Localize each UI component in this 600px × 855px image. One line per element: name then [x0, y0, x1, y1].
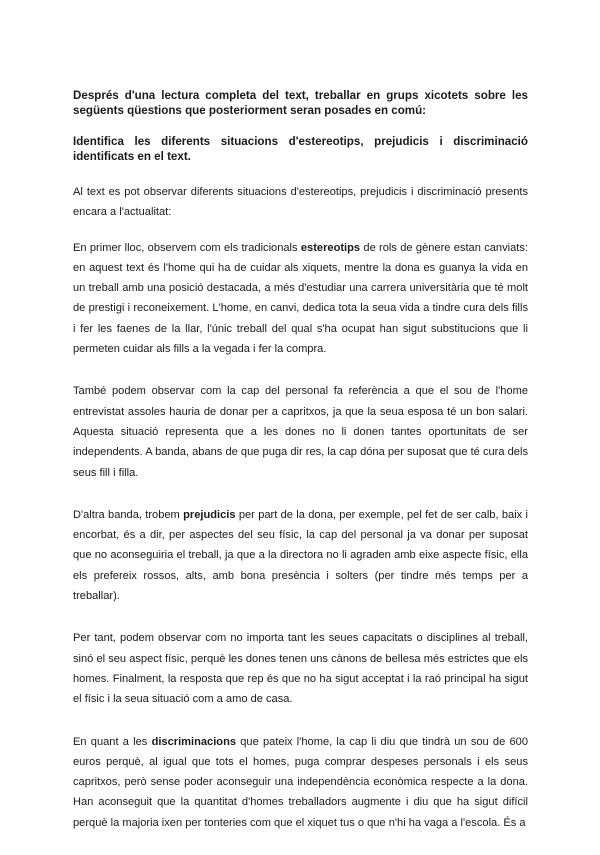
salary-paragraph: També podem observar com la cap del personal fa referència a que el sou de l'home entrevistat assoles hauria de donar per a capritxos, ja que la seua esposa té un bon salari. Aquesta situació representa que a les dones no li donen tantes oportunitats de ser independents. A banda, abans de que puga dir res, la cap dóna per suposat que té cura dels seus fill i filla. — [73, 385, 528, 479]
paragraph-text: En quant a les — [73, 735, 152, 748]
paragraph-text: de rols de gènere estan canviats: en aquest text és l'home qui ha de cuidar als xiquets, mentre la dona es guanya la vida en un treball amb una posició destacada, a més d'estudiar una carrera universitària que té molt de prestigi i reconeixement. L'home, en canvi, dedica tota la seua vida a tindre cura dels fills i fer les faenes de la llar, l'únic treball del qual s'ha ocupat han sigut substitucions que li permeten cuidar als fills a la vegada i fer la compra. — [73, 241, 528, 356]
paragraph-text: per part de la dona, per exemple, pel fet de ser calb, baix i encorbat, és a dir, per aspectes del seu físic, la cap del personal ja va donar per suposat que no aconseguiria el treball, ja que a la directora no li agraden amb eixe aspecte físic, ella els prefereix rossos, alts, amb bona presència i solters (per tindre més temps per a treballar). — [73, 508, 528, 603]
appearance-paragraph: Per tant, podem observar com no importa tant les seues capacitats o disciplines al treball, sinó el seu aspect físic, perquè les dones tenen uns cànons de bellesa més estrictes que els homes. Finalment, la resposta que rep és que no ha sigut acceptat i la raó principal ha sigut el físic i la seua situació com a amo de casa. — [73, 632, 528, 706]
question-heading: Identifica les diferents situacions d'estereotips, prejudicis i discriminació identificats en el text. — [73, 135, 528, 163]
stereotypes-term: estereotips — [300, 241, 361, 254]
intro-paragraph: Al text es pot observar diferents situacions d'estereotips, prejudicis i discriminació presents encara a l'actualitat: — [73, 186, 528, 219]
stereotypes-paragraph — [73, 238, 528, 360]
paragraph-text: que pateix l'home, la cap li diu que tindrà un sou de 600 euros perquè, al igual que tots el homes, puga comprar despeses personals i els seus capritxos, però sense poder aconseguir una independència econòmica respecte a la dona. Han aconseguit que la quantitat d'homes treballadors augmente i diu que ha sigut difícil perquè la majoria ixen per tonteries com que el xiquet tus o que n'hi ha vaga a l'escola. És a — [73, 735, 528, 829]
document-page — [73, 88, 528, 855]
paragraph-text: D'altra banda, trobem — [73, 508, 184, 521]
instructions-heading: Després d'una lectura completa del text, treballar en grups xicotets sobre les següents qüestions que posteriorment seran posades en comú: — [73, 89, 528, 117]
prejudices-term: prejudicis — [183, 508, 236, 521]
discrimination-term: discriminacions — [151, 735, 237, 748]
discrimination-paragraph — [73, 732, 528, 833]
paragraph-text: En primer lloc, observem com els tradicionals — [73, 241, 301, 254]
prejudices-paragraph — [73, 505, 528, 606]
